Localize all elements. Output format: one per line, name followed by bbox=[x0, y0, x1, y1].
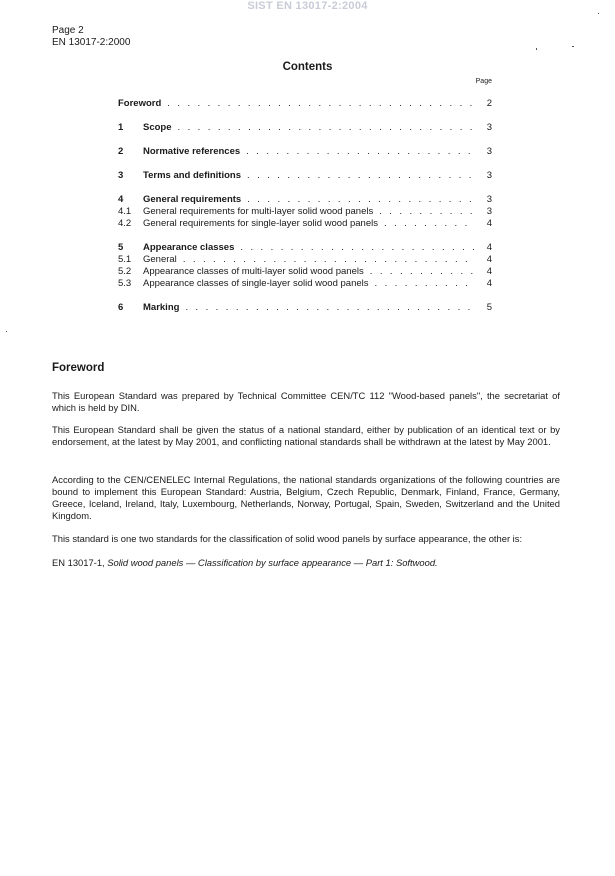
toc-leader bbox=[375, 278, 475, 289]
toc-entry-number: 4.2 bbox=[118, 218, 132, 229]
toc-entry-marking[interactable] bbox=[118, 302, 492, 314]
toc-entry-5-2[interactable] bbox=[118, 266, 492, 278]
toc-leader bbox=[370, 266, 474, 277]
toc-entry-number: 5.2 bbox=[118, 266, 132, 277]
contents-title: Contents bbox=[282, 61, 333, 73]
toc-entry-title: Scope bbox=[143, 122, 172, 133]
toc-entry-5-3[interactable] bbox=[118, 278, 492, 290]
toc-leader bbox=[379, 206, 474, 217]
toc-entry-title: General requirements for multi-layer solid wood panels bbox=[143, 206, 374, 217]
toc-entry-title: General bbox=[143, 254, 177, 265]
foreword-heading: Foreword bbox=[52, 362, 105, 374]
toc-leader bbox=[183, 254, 474, 265]
toc-entry-4-2[interactable] bbox=[118, 218, 492, 230]
foreword-paragraph: This standard is one two standards for the classification of solid wood panels by surface appearance, the other is: bbox=[52, 533, 523, 544]
foreword-paragraph: This European Standard shall be given the status of a national standard, either by publication of an identical text or by endorsement, at the latest by May 2001, and conflicting national standards shall be withdrawn at the latest by May 2001. bbox=[52, 424, 560, 447]
toc-leader bbox=[384, 218, 474, 229]
toc-entry-page: 4 bbox=[486, 254, 492, 265]
scan-speck bbox=[598, 13, 599, 14]
scan-speck bbox=[536, 48, 537, 50]
reference-code: EN 13017-1, bbox=[52, 557, 105, 568]
scan-speck bbox=[6, 331, 7, 332]
page-header bbox=[52, 25, 130, 49]
toc-entry-title: General requirements bbox=[143, 194, 242, 205]
watermark: SIST EN 13017-2:2004 bbox=[247, 0, 368, 12]
toc-entry-page: 3 bbox=[486, 206, 492, 217]
toc-entry-number: 2 bbox=[118, 146, 124, 157]
toc-entry-terms-and-definitions[interactable] bbox=[118, 170, 492, 182]
page-column-label: Page bbox=[475, 78, 492, 85]
standard-number: EN 13017-2:2000 bbox=[52, 37, 131, 48]
toc-entry-appearance-classes[interactable] bbox=[118, 242, 492, 254]
toc-entry-title: Appearance classes of single-layer solid wood panels bbox=[143, 278, 369, 289]
toc-entry-page: 3 bbox=[486, 122, 492, 133]
toc-entry-page: 3 bbox=[486, 194, 492, 205]
toc-entry-title: Foreword bbox=[118, 98, 162, 109]
toc-entry-page: 3 bbox=[486, 170, 492, 181]
toc-entry-scope[interactable] bbox=[118, 122, 492, 134]
page-number: Page 2 bbox=[52, 25, 84, 36]
toc-leader bbox=[247, 170, 474, 181]
toc-entry-title: Appearance classes of multi-layer solid wood panels bbox=[143, 266, 364, 277]
toc-entry-general-requirements[interactable] bbox=[118, 194, 492, 206]
toc-entry-title: Marking bbox=[143, 302, 180, 313]
toc-entry-number: 4 bbox=[118, 194, 124, 205]
toc-entry-title: Terms and definitions bbox=[143, 170, 242, 181]
toc-entry-number: 5.3 bbox=[118, 278, 132, 289]
toc-entry-title: General requirements for single-layer solid wood panels bbox=[143, 218, 378, 229]
toc-entry-number: 1 bbox=[118, 122, 124, 133]
toc-leader bbox=[178, 122, 474, 133]
toc-entry-number: 5 bbox=[118, 242, 124, 253]
toc-entry-page: 4 bbox=[486, 242, 492, 253]
toc-entry-number: 4.1 bbox=[118, 206, 132, 217]
toc-entry-number: 5.1 bbox=[118, 254, 132, 265]
foreword-paragraph: This European Standard was prepared by Technical Committee CEN/TC 112 "Wood-based panels", the secretariat of which is held by DIN. bbox=[52, 390, 560, 413]
toc-leader bbox=[185, 302, 474, 313]
toc-entry-normative-references[interactable] bbox=[118, 146, 492, 158]
foreword-reference bbox=[52, 557, 438, 568]
reference-title: Solid wood panels — Classification by surface appearance — Part 1: Softwood. bbox=[107, 557, 438, 568]
scan-speck bbox=[572, 46, 574, 47]
toc-leader bbox=[246, 146, 474, 157]
toc-entry-page: 2 bbox=[486, 98, 492, 109]
toc-leader bbox=[247, 194, 474, 205]
toc-entry-4-1[interactable] bbox=[118, 206, 492, 218]
toc-entry-number: 3 bbox=[118, 170, 124, 181]
toc-entry-page: 4 bbox=[486, 218, 492, 229]
toc-entry-page: 4 bbox=[486, 278, 492, 289]
toc-entry-page: 5 bbox=[486, 302, 492, 313]
toc-entry-page: 4 bbox=[486, 266, 492, 277]
toc-entry-foreword[interactable] bbox=[118, 98, 492, 110]
toc-entry-page: 3 bbox=[486, 146, 492, 157]
toc-entry-5-1[interactable] bbox=[118, 254, 492, 266]
toc-leader bbox=[240, 242, 474, 253]
toc-leader bbox=[167, 98, 474, 109]
foreword-paragraph: According to the CEN/CENELEC Internal Regulations, the national standards organizations of the following countries are bound to implement this European Standard: Austria, Belgium, Czech Republic, Denmark, Finland, France, Germany, Greece, Iceland, Ireland, Italy, Luxembourg, Netherlands, Norway, Portugal, Spain, Sweden, Switzerland and the United Kingdom. bbox=[52, 474, 560, 521]
toc-entry-title: Appearance classes bbox=[143, 242, 235, 253]
toc-entry-number: 6 bbox=[118, 302, 124, 313]
toc-entry-title: Normative references bbox=[143, 146, 241, 157]
